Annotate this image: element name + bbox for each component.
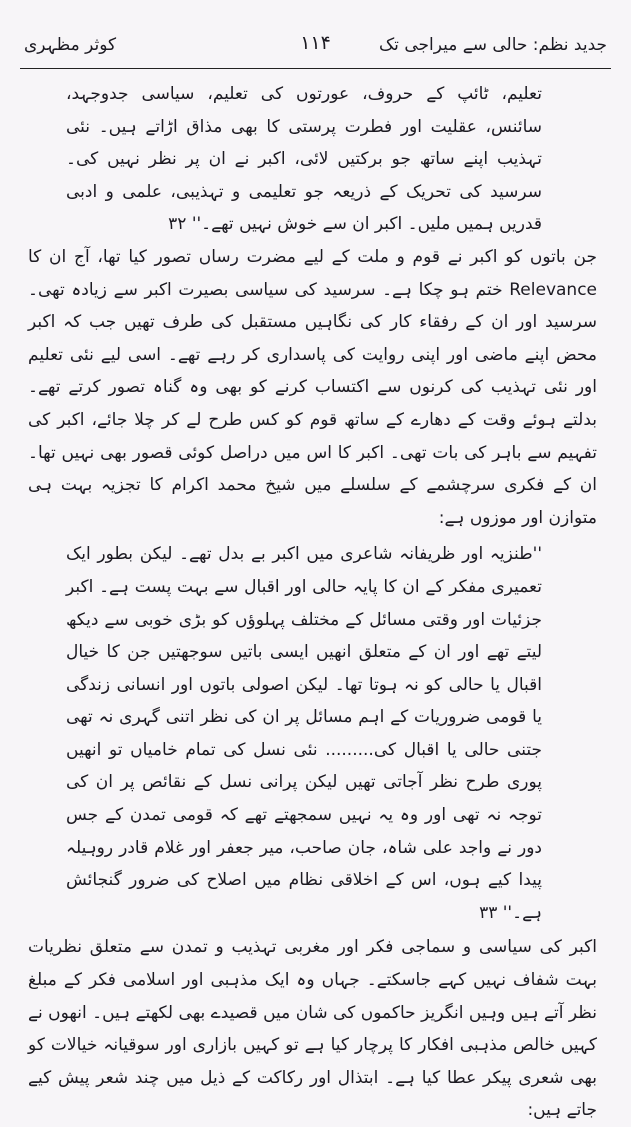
page-number: ۱۱۴ (300, 32, 331, 54)
block-quote-2: ''طنزیہ اور ظریفانہ شاعری میں اکبر بے بدل تھے۔ لیکن بطور ایک تعمیری مفکر کے ان کا پایہ حالی اور اقبال سے بہت پست ہے۔ اکبر جزئیات اور وقتی مسائل کے مختلف پہلوؤں کو بڑی خوبی سے دیکھ لیتے تھے اور ان کے متعلق انھیں ایسی باتیں سوجھتیں جن کا خیال اقبال یا حالی کو نہ ہوتا تھا۔ لیکن اصولی باتوں اور انسانی زندگی یا قومی ضروریات کے اہم مسائل پر ان کی نظر اتنی گہری نہ تھی جتنی حالی یا اقبال کی......... نئی نسل کی تمام خامیاں تو انھیں پوری طرح نظر آجاتی تھیں لیکن پرانی نسل کے نقائص پر ان کی توجہ نہ تھی اور وہ یہ نہیں سمجھتے تھے کہ قومی تمدن کے جس دور نے واجد علی شاہ، جان صاحب، میر جعفر اور غلام قادر روہیلہ پیدا کیے ہوں، اس کے اخلاقی نظام میں اصلاح کی ضرور گنجائش ہے۔'' ۳۳ (66, 544, 542, 923)
book-title: جدید نظم: حالی سے میراجی تک (378, 35, 607, 55)
running-header (20, 28, 611, 69)
paragraph-1: جن باتوں کو اکبر نے قوم و ملت کے لیے مضرت رساں تصور کیا تھا، آج ان کا Relevance ختم ہو چکا ہے۔ سرسید کی سیاسی بصیرت اکبر سے زیادہ تھی۔ سرسید اور ان کے رفقاء کار کی نگاہیں مستقبل کی طرف تھیں جب کہ اکبر محض اپنے ماضی اور اپنی روایت کی پاسداری کر رہے تھے۔ اسی لیے نئی تعلیم اور نئی تہذیب کی کرنوں سے اکتساب کرنے کو بھی وہ گناہ تصور کرتے تھے۔ بدلتے ہوئے وقت کے دھارے کے ساتھ قوم کو کس طرح لے کر چلا جائے، اکبر کی تفہیم سے باہر کی بات تھی۔ اکبر کا اس میں دراصل کوئی قصور بھی نہیں تھا۔ ان کے فکری سرچشمے کے سلسلے میں شیخ محمد اکرام کا تجزیہ بہت ہی متوازن اور موزوں ہے: (28, 246, 597, 528)
paragraph-2: اکبر کی سیاسی و سماجی فکر اور مغربی تہذیب و تمدن سے متعلق نظریات بہت شفاف نہیں کہے جاسکتے۔ جہاں وہ ایک مذہبی اور اسلامی فکر کے مبلغ نظر آتے ہیں وہیں انگریز حاکموں کی شان میں قصیدے بھی لکھتے ہیں۔ انھوں نے کہیں خالص مذہبی افکار کا پرچار کیا ہے تو کہیں بازاری اور سوقیانہ خیالات کو بھی شعری پیکر عطا کیا ہے۔ ابتذال اور رکاکت کے ذیل میں چند شعر پیش کیے جاتے ہیں: (28, 937, 597, 1121)
block-quote-1: تعلیم، ٹائپ کے حروف، عورتوں کی تعلیم، سیاسی جدوجہد، سائنس، عقلیت اور فطرت پرستی کا بھی مذاق اڑاتے ہیں۔ نئی تہذیب اپنے ساتھ جو برکتیں لائی، اکبر نے ان پر نظر نہیں کی۔ سرسید کی تحریک کے ذریعہ جو تعلیمی و تہذیبی، علمی و ادبی قدریں ہمیں ملیں۔ اکبر ان سے خوش نہیں تھے۔'' ۳۲ (66, 84, 542, 235)
author-name: کوثر مظہری (24, 35, 117, 55)
page-body (28, 78, 597, 1127)
